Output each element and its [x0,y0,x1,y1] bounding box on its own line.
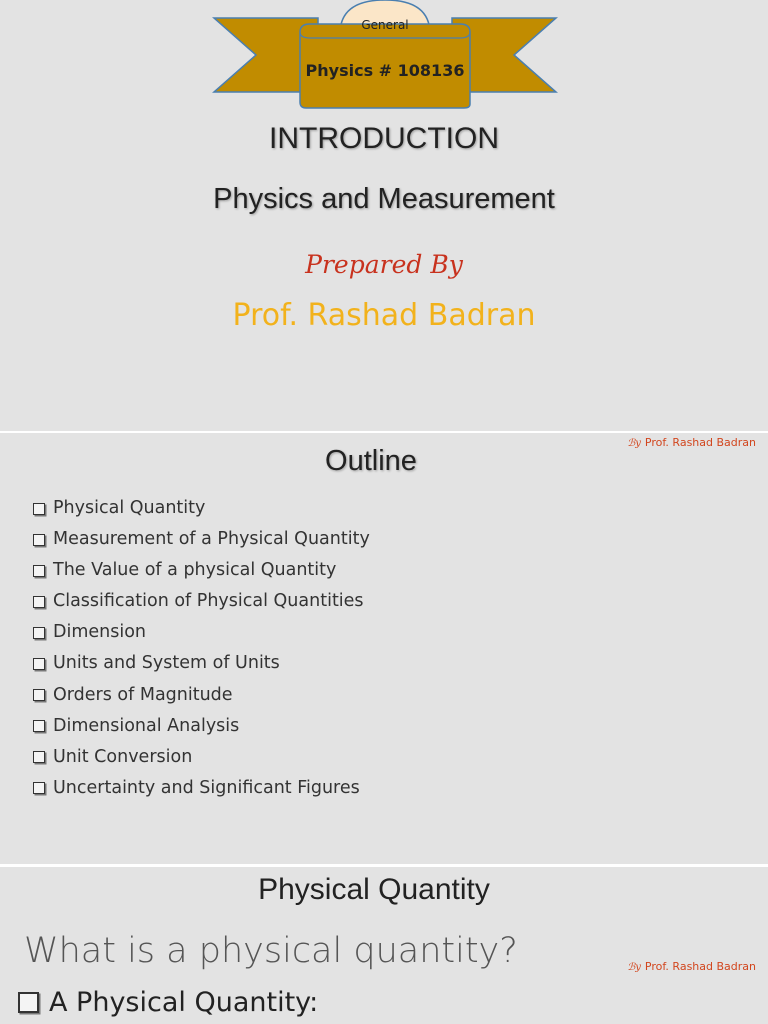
physical-quantity-slide [0,867,768,1024]
title-slide [0,0,768,431]
list-item [33,555,370,586]
list-item-label: Classification of Physical Quantities [53,591,364,612]
prepared-by-logo-icon: ℬy [627,962,641,973]
list-item [33,648,370,679]
prepared-by-label: Prepared By [305,250,463,279]
checkbox-bullet-icon [33,782,45,794]
slide-title: INTRODUCTION [269,122,499,155]
list-item [33,524,370,555]
checkbox-bullet-icon [33,565,45,577]
list-item-label: Unit Conversion [53,746,193,767]
list-item-label: Measurement of a Physical Quantity [53,529,370,550]
list-item-label: Dimensional Analysis [53,715,240,736]
list-item [33,680,370,711]
list-item [33,742,370,773]
list-item-label: Uncertainty and Significant Figures [53,777,360,798]
list-item [33,586,370,617]
ribbon-banner-graphic [210,0,560,112]
list-item [33,493,370,524]
list-item [33,711,370,742]
watermark-text: Prof. Rashad Badran [644,960,756,973]
checkbox-bullet-icon [33,689,45,701]
watermark-text: Prof. Rashad Badran [644,436,756,449]
checkbox-bullet-icon [33,627,45,639]
banner-top-label: General [361,18,409,32]
checkbox-bullet-icon [33,534,45,546]
course-banner [210,0,560,112]
checkbox-bullet-icon [33,658,45,670]
outline-list [33,493,370,804]
slide-subtitle: Physics and Measurement [213,183,555,215]
checkbox-bullet-icon [18,992,39,1013]
list-item [33,617,370,648]
bullet-item [18,987,318,1018]
prepared-by-logo-icon: ℬy [627,438,641,449]
checkbox-bullet-icon [33,751,45,763]
list-item [33,773,370,804]
list-item-label: Physical Quantity [53,498,206,518]
author-name: Prof. Rashad Badran [232,298,536,333]
list-item-label: Units and System of Units [53,653,280,674]
slide-title: Outline [325,445,417,477]
checkbox-bullet-icon [33,596,45,608]
list-item-label: Orders of Magnitude [53,684,233,705]
question-heading: What is a physical quantity? [24,931,518,971]
course-code: Physics # 108136 [305,61,465,80]
list-item-label: Dimension [53,622,147,643]
checkbox-bullet-icon [33,720,45,732]
outline-slide [0,433,768,864]
checkbox-bullet-icon [33,503,45,515]
bullet-label: A Physical Quantity: [49,987,319,1018]
list-item-label: The Value of a physical Quantity [53,560,337,581]
author-watermark [627,960,756,973]
slide-title: Physical Quantity [258,873,490,906]
